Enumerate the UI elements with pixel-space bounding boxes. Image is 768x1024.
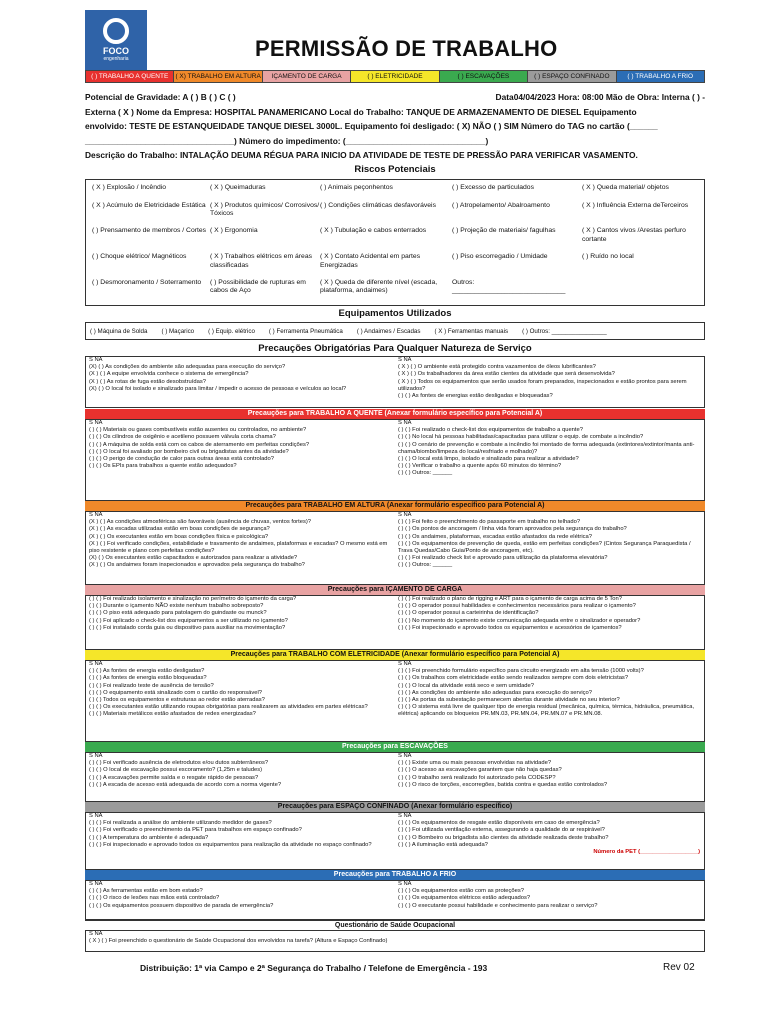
section-column-left xyxy=(86,931,395,951)
risk-item[interactable]: ( ) Animais peçonhentos xyxy=(320,184,393,191)
work-type-option[interactable]: ( ) TRABALHO A QUENTE xyxy=(86,71,174,82)
equipment-item[interactable]: ( ) Ferramenta Pneumática xyxy=(268,327,343,335)
checklist-item[interactable]: S NA xyxy=(89,661,103,667)
checklist-item[interactable]: ( ) ( ) No momento do içamento existe comunicação adequada entre o sinalizador e operador? xyxy=(398,617,641,624)
section-header: Precauções para ESPAÇO CONFINADO (Anexar formulário específico) xyxy=(85,802,705,812)
section-column-right xyxy=(395,512,704,584)
company-line: Externa ( X ) Nome da Empresa: HOSPITAL PANAMERICANO Local do Trabalho: TANQUE DE ARMAZENAMENTO DE DIESEL Equipamento xyxy=(85,106,637,117)
checklist-item[interactable]: ( ) ( ) O trabalho será realizado foi autorizado pela CODESP? xyxy=(398,774,556,781)
checklist-item[interactable]: ( ) ( ) Foi inspecionado e aprovado todos os equipamentos e acessórios de içamentos? xyxy=(398,624,622,631)
checklist-item[interactable]: ( ) ( ) Foi realizado o plano de rigging e ART para o içamento de carga acima de 5 Ton? xyxy=(398,596,622,602)
checklist-item[interactable]: ( ) ( ) O piso está adequado para patolagem do guindaste ou munck? xyxy=(89,610,267,617)
section-column-left xyxy=(86,596,395,649)
checklist-item[interactable]: (X ) ( ) Os andaimes foram inspecionados e aprovados pela segurança do trabalho? xyxy=(89,562,305,569)
checklist-item[interactable]: ( ) ( ) Foi realizado o check-list dos equipamentos de trabalho a quente? xyxy=(398,427,583,434)
revision-label: Rev 02 xyxy=(663,962,695,973)
checklist-item[interactable]: (X) ( ) O local foi isolado e sinalizado para limitar / impedir o acesso de pessoas e veículos ao local? xyxy=(89,385,347,392)
work-type-option[interactable]: ( ) TRABALHO A FRIO xyxy=(617,71,704,82)
risk-item[interactable]: ( ) Choque elétrico/ Magnéticos xyxy=(92,253,187,261)
risk-item[interactable] xyxy=(582,279,712,301)
risk-item[interactable]: ( X ) Explosão / Incêndio xyxy=(92,184,167,191)
checklist-item[interactable]: ( ) ( ) A escavações permite saída e o resgate rápido de pessoas? xyxy=(89,774,259,781)
precautions-title: Precauções Obrigatórias Para Qualquer Natureza de Serviço xyxy=(258,343,532,354)
footer-distribution: Distribuição: 1ª via Campo e 2ª Segurança do Trabalho / Telefone de Emergência - 193 xyxy=(140,963,488,973)
checklist-item[interactable]: S NA xyxy=(89,512,103,518)
checklist-item[interactable]: (X ) ( ) As condições atmosféricas são favoráveis (ausência de chuvas, ventos fortes)? xyxy=(89,519,311,526)
checklist-item[interactable]: ( ) ( ) Outros: ______ xyxy=(398,470,453,477)
checklist-item[interactable]: S NA xyxy=(398,753,412,759)
work-type-option[interactable]: ( X) TRABALHO EM ALTURA xyxy=(174,71,262,82)
checklist-item[interactable]: ( ) ( ) Materiais ou gases combustíveis estão ausentes ou controlados, no ambiente? xyxy=(89,427,307,434)
checklist-item[interactable]: S NA xyxy=(89,420,103,426)
section-column-left xyxy=(86,753,395,801)
checklist-item[interactable]: S NA xyxy=(398,881,412,887)
checklist-item[interactable]: ( ) ( ) O local de escavação possui escoramento? (1,25m e taludes) xyxy=(89,767,263,774)
section-column-right xyxy=(395,596,704,649)
work-type-option[interactable]: ( ) ESCAVAÇÕES xyxy=(440,71,528,82)
checklist-item[interactable]: ( ) ( ) Foi inspecionado e aprovado todos os equipamentos para realização da atividade no espaço confinado? xyxy=(89,841,372,848)
checklist-item[interactable]: ( ) ( ) As condições do ambiente são adequadas para execução do serviço? xyxy=(398,689,592,696)
risk-item[interactable]: Outros: ______________________________ xyxy=(452,279,566,295)
section-header: Questionário de Saúde Ocupacional xyxy=(85,920,705,930)
checklist-item[interactable]: ( ) ( ) Os pontos de ancoragem / linha vida foram aprovados pela segurança do trabalho? xyxy=(398,526,627,533)
header-info xyxy=(85,90,705,163)
checklist-item[interactable]: ( ) ( ) Os equipamentos de resgate estão disponíveis em caso de emergência? xyxy=(398,820,600,827)
section-body xyxy=(85,660,705,742)
risk-item[interactable]: ( X ) Queimaduras xyxy=(210,184,266,191)
checklist-item[interactable]: ( ) ( ) Os equipamentos de prevenção de queda, estão em perfeitas condições? (Cintos Segurança Paraquedista / Trava Quedas/Cabo Guia/Ponto de ancoragem, etc). xyxy=(398,540,691,555)
risk-item[interactable]: ( ) Projeção de materiais/ fagulhas xyxy=(452,227,556,235)
checklist-item[interactable]: ( X ) ( ) Foi preenchido o questionário de Saúde Ocupacional dos envolvidos na tarefa? (Altura e Espaço Confinado) xyxy=(89,938,388,945)
logo-ring-icon xyxy=(103,18,129,44)
checklist-item[interactable]: ( ) ( ) A escada de acesso está adequada de acordo com a norma vigente? xyxy=(89,781,282,788)
work-type-strip xyxy=(85,70,705,83)
checklist-item[interactable]: ( ) ( ) A temperatura do ambiente é adequada? xyxy=(89,834,209,841)
checklist-item[interactable]: ( ) ( ) Todos os equipamentos e estruturas ao redor estão aterradas? xyxy=(89,697,265,704)
risk-item[interactable]: ( X ) Queda de diferente nível (escada, plataforma, andaimes) xyxy=(320,279,438,295)
checklist-item[interactable]: ( ) ( ) Foi realizado isolamento e sinalização no perímetro do içamento da carga? xyxy=(89,596,297,602)
checklist-item[interactable]: ( ) ( ) O acesso as escavações garantem que não haja quedas? xyxy=(398,767,562,774)
checklist-item[interactable]: ( ) ( ) Materiais metálicos estão afastados de redes energizadas? xyxy=(89,711,256,718)
equipment-item[interactable]: ( X ) Ferramentas manuais xyxy=(434,327,509,335)
section-column-left xyxy=(86,813,395,869)
checklist-item[interactable]: ( ) ( ) O risco de lesões nas mãos está controlado? xyxy=(89,895,220,902)
equipment-title: Equipamentos Utilizados xyxy=(338,308,452,319)
checklist-item[interactable]: ( ) ( ) Foi realizado teste de ausência de tensão? xyxy=(89,682,214,689)
risk-item[interactable]: ( X ) Influência Externa deTerceiros xyxy=(582,201,689,209)
section-column-right xyxy=(395,881,704,919)
equipment-item[interactable]: ( ) Outros: ________________ xyxy=(522,327,607,335)
checklist-item[interactable]: ( ) ( ) As portas da subestação permanecem abertas durante atividade no seu interior? xyxy=(398,697,620,704)
checklist-item[interactable]: ( ) ( ) Foi verificado o preenchimento da PET para trabalhos em espaço confinado? xyxy=(89,827,302,834)
checklist-item[interactable]: S NA xyxy=(89,813,103,819)
section-column-left xyxy=(86,661,395,741)
checklist-item[interactable]: (X ) ( ) A equipe envolvida conhece o sistema de emergência? xyxy=(89,371,249,378)
section-body xyxy=(85,752,705,802)
section-header: Precauções para IÇAMENTO DE CARGA xyxy=(85,585,705,595)
equipment-list xyxy=(85,322,705,340)
checklist-item[interactable]: (X) ( ) As condições do ambiente são adequadas para execução do serviço? xyxy=(89,364,286,371)
section-column-right xyxy=(395,420,704,500)
checklist-item[interactable]: ( ) ( ) Os executantes estão utilizando roupas obrigatórias para realizarem as atividades em partes elétricas? xyxy=(89,704,368,711)
checklist-item[interactable]: ( ) ( ) O operador possui a carteirinha de identificação? xyxy=(398,610,539,617)
risk-item[interactable]: ( ) Possibilidade de rupturas em cabos de Aço xyxy=(210,279,306,295)
checklist-item[interactable]: ( ) ( ) O sistema está livre de qualquer tipo de energia residual (mecânica, química, térmica, hidráulica, pneumática, elétrica) aplicando os bloqueios PR.MN.03, PR.MN.04, PR.MN.07 e PR.MN.08. xyxy=(398,704,695,718)
checklist-item[interactable]: ( ) ( ) Foi realizada a análise do ambiente utilizando medidor de gases? xyxy=(89,820,272,827)
checklist-item[interactable]: ( ) ( ) As fontes de energia estão bloqueadas? xyxy=(89,675,207,682)
checklist-item[interactable]: ( ) ( ) O cenário de prevenção e combate a incêndio foi montado de forma adequada (extintores/extintor/manta anti-chama/biombo/limpeza do local/resfriado e molhado)? xyxy=(398,441,695,455)
section-header: Precauções para TRABALHO EM ALTURA (Anexar formulário específico para Potencial A) xyxy=(85,501,705,511)
checklist-item[interactable]: S NA xyxy=(89,881,103,887)
checklist-item[interactable]: ( ) ( ) O equipamento está sinalizado com o cartão do responsável? xyxy=(89,689,263,696)
date-line: Data04/04/2023 Hora: 08:00 Mão de Obra: Interna ( ) - xyxy=(495,92,705,102)
checklist-item[interactable]: S NA xyxy=(89,753,103,759)
checklist-item[interactable]: ( ) ( ) O risco de torções, escorregões, batida contra e quedas estão controlados? xyxy=(398,781,608,788)
checklist-item[interactable]: ( ) ( ) Os equipamentos estão com as proteções? xyxy=(398,888,524,895)
checklist-item[interactable]: ( ) ( ) As ferramentas estão em bom estado? xyxy=(89,888,203,895)
checklist-item[interactable]: S NA xyxy=(398,420,412,426)
checklist-item[interactable]: ( ) ( ) O local está limpo, isolado e sinalizado para realizar a atividade? xyxy=(398,456,579,463)
section-header: Precauções para TRABALHO A FRIO xyxy=(85,870,705,880)
checklist-item[interactable]: ( ) ( ) O local da atividade está seco e sem umidade? xyxy=(398,682,534,689)
checklist-item[interactable]: ( ) ( ) A iluminação está adequada? xyxy=(398,841,488,848)
checklist-item[interactable]: S NA xyxy=(398,813,412,819)
risk-item[interactable]: ( ) Desmoronamento / Soterramento xyxy=(92,279,202,287)
work-type-option[interactable]: IÇAMENTO DE CARGA xyxy=(263,71,351,82)
checklist-item[interactable]: S NA xyxy=(398,661,412,667)
section-column-left xyxy=(86,357,395,407)
risk-item[interactable]: ( X ) Cantos vivos /Arestas perfuro cortante xyxy=(582,227,686,243)
logo-name: FOCO xyxy=(103,46,129,56)
checklist-item[interactable]: ( ) ( ) A máquina de solda está com os cabos de aterramento em perfeitas condições? xyxy=(89,441,310,448)
checklist-item[interactable]: ( ) ( ) Foi feito o preenchimento do passaporte em trabalho no telhado? xyxy=(398,519,581,526)
work-type-option[interactable]: ( ) ELETRICIDADE xyxy=(351,71,439,82)
risks-grid xyxy=(85,179,705,306)
section-column-right xyxy=(395,931,704,951)
equipment-item[interactable]: ( ) Andaimes / Escadas xyxy=(356,327,421,335)
risk-item[interactable]: ( X ) Ergonomia xyxy=(210,227,258,235)
checklist-item[interactable]: ( ) ( ) Foi aplicado o check-list dos equipamentos a ser utilizado no içamento? xyxy=(89,617,288,624)
checklist-item[interactable]: ( ) ( ) As fontes de energias estão desligadas e bloqueadas? xyxy=(398,393,553,400)
checklist-item[interactable]: ( ) ( ) Outros: ______ xyxy=(398,562,453,569)
risks-title: Riscos Potenciais xyxy=(354,164,436,175)
equipment-item[interactable]: ( ) Máquina de Solda xyxy=(90,327,148,335)
section-column-left xyxy=(86,512,395,584)
checklist-item[interactable]: ( ) ( ) Os EPIs para trabalhos a quente estão adequados? xyxy=(89,463,237,470)
checklist-item[interactable]: ( ) ( ) O local foi avaliado por bombeiro civil ou brigadistas antes da atividade? xyxy=(89,448,289,455)
section-column-right xyxy=(395,661,704,741)
risk-item[interactable]: ( X ) Trabalhos elétricos em áreas classificadas xyxy=(210,253,312,269)
checklist-item[interactable]: ( ) ( ) As fontes de energia estão desligadas? xyxy=(89,668,205,675)
risk-item[interactable]: ( X ) Contato Acidental em partes Energizadas xyxy=(320,253,421,269)
section-body xyxy=(85,880,705,920)
checklist-item[interactable]: S NA xyxy=(398,512,412,518)
checklist-item[interactable]: ( ) ( ) No local há pessoas habilitadas/capacitadas para utilizar o equip. de combate a incêndio? xyxy=(398,434,644,441)
checklist-item[interactable]: ( ) ( ) Os equipamentos elétricos estão adequados? xyxy=(398,895,531,902)
equipment-line: envolvido: TESTE DE ESTANQUEIDADE TANQUE DIESEL 3000L. Equipamento foi desligado: ( X) NÃO ( ) SIM Número do TAG no cartão (______ xyxy=(85,121,658,132)
company-logo xyxy=(85,10,147,70)
section-body xyxy=(85,511,705,585)
checklist-item[interactable]: ( ) ( ) Durante o içamento NÃO existe nenhum trabalho sobreposto? xyxy=(89,603,264,610)
description-line: Descrição do Trabalho: INTALAÇÃO DEUMA RÉGUA PARA INICIO DA ATIVIDADE DE TESTE DE PRESSÃO PARA VERIFICAR VASAMENTO. xyxy=(85,150,638,161)
checklist-item[interactable]: ( ) ( ) O executante possui habilidade e conhecimento para realizar o serviço? xyxy=(398,902,598,909)
section-column-right xyxy=(395,753,704,801)
section-body xyxy=(85,812,705,870)
risk-item[interactable]: ( ) Atropelamento/ Abalroamento xyxy=(452,201,550,209)
severity-line: Potencial de Gravidade: A ( ) B ( ) C ( ) xyxy=(85,92,236,102)
logo-subtitle: engenharia xyxy=(103,56,129,62)
section-body xyxy=(85,356,705,408)
risk-item[interactable]: ( X ) Acúmulo de Eletricidade Estática xyxy=(92,201,206,209)
checklist-item[interactable]: ( ) ( ) Verificar o trabalho a quente após 60 minutos do término? xyxy=(398,463,562,470)
section-column-left xyxy=(86,420,395,500)
checklist-item[interactable]: ( ) ( ) Os cilindros de oxigênio e acetileno possuem válvula corta chama? xyxy=(89,434,276,441)
checklist-item[interactable]: (X ) ( ) As rotas de fuga estão desobstruídas? xyxy=(89,378,206,385)
checklist-item[interactable]: ( ) ( ) Os equipamentos possuem dispositivo de parada de emergência? xyxy=(89,902,274,909)
checklist-item[interactable]: (X ) ( ) Foi verificado condições, estabilidade e travamento de andaimes, plataformas e escadas? O mesmo está em piso resistente e plano com perfeitas condições? xyxy=(89,540,388,555)
section-column-right xyxy=(395,357,704,407)
impediment-line: ________________________________) Número do impedimento: (______________________________) xyxy=(85,135,489,146)
risk-item[interactable]: ( ) Prensamento de membros / Cortes xyxy=(92,227,207,235)
risk-item[interactable]: ( X ) Tubulação e cabos enterrados xyxy=(320,227,427,235)
section-header: Precauções para TRABALHO A QUENTE (Anexar formulário específico para Potencial A) xyxy=(85,409,705,419)
checklist-item[interactable]: ( X ) ( ) O ambiente está protegido contra vazamentos de óleos lubrificantes? xyxy=(398,364,596,371)
checklist-item[interactable]: S NA xyxy=(89,931,103,937)
checklist-item[interactable]: (X) ( ) Os executantes estão capacitados e autorizados para realizar a atividade? xyxy=(89,555,298,562)
checklist-item[interactable]: ( ) ( ) O perigo de condução de calor para outras áreas está controlado? xyxy=(89,456,274,463)
risk-item[interactable]: ( ) Condições climáticas desfavoráveis xyxy=(320,201,436,209)
checklist-item[interactable]: ( X ) ( ) Os trabalhadores da área estão cientes da atividade que será desenvolvida? xyxy=(398,371,615,378)
risk-item[interactable]: ( X ) Produtos químicos/ Corrosivos/ Tóxicos xyxy=(210,201,320,217)
section-body xyxy=(85,595,705,650)
checklist-item[interactable]: ( ) ( ) Foi preenchido formulário específico para circuito energizado em alta tensão (1000 volts)? xyxy=(398,668,644,675)
checklist-item[interactable]: ( ) ( ) Os trabalhos com eletricidade estão sendo realizados sempre com dois eletricistas? xyxy=(398,675,629,682)
section-body xyxy=(85,419,705,501)
equipment-item[interactable]: ( ) Equip. elétrico xyxy=(208,327,255,335)
checklist-item[interactable]: ( ) ( ) O Bombeiro ou brigadista são cientes da atividade realizada deste trabalho? xyxy=(398,834,609,841)
section-column-left xyxy=(86,881,395,919)
checklist-item[interactable]: S NA xyxy=(89,357,103,363)
checklist-item[interactable]: ( ) ( ) Existe uma ou mais pessoas envolvidas na atividade? xyxy=(398,760,552,767)
checklist-item[interactable]: S NA xyxy=(398,357,412,363)
equipment-item[interactable]: ( ) Maçarico xyxy=(161,327,195,335)
checklist-item[interactable]: ( ) ( ) Os andaimes, plataformas, escadas estão afastados da rede elétrica? xyxy=(398,533,592,540)
checklist-item[interactable]: ( ) ( ) Foi verificado ausência de eletrodutos e/ou dutos subterrâneos? xyxy=(89,760,269,767)
checklist-item[interactable]: (X ) ( ) Os executantes estão em boas condições física e psicológica? xyxy=(89,533,269,540)
risk-item[interactable]: ( ) Ruído no local xyxy=(582,253,634,261)
checklist-item[interactable]: (X ) ( ) As escadas utilizadas estão em boas condições de segurança? xyxy=(89,526,270,533)
pet-number: Número da PET (__________________) xyxy=(593,849,700,856)
section-body xyxy=(85,930,705,952)
work-type-option[interactable]: ( ) ESPAÇO CONFINADO xyxy=(528,71,616,82)
checklist-item[interactable]: ( ) ( ) Foi utilizada ventilação externa, assegurando a qualidade do ar respirável? xyxy=(398,827,605,834)
section-header: Precauções para ESCAVAÇÕES xyxy=(85,742,705,752)
page-title: PERMISSÃO DE TRABALHO xyxy=(255,36,558,61)
checklist-item[interactable]: ( ) ( ) Foi realizado check list e aprovado para utilização da plataforma elevatória? xyxy=(398,555,608,562)
section-column-right xyxy=(395,813,704,869)
risk-item[interactable]: ( X ) Queda material/ objetos xyxy=(582,184,669,191)
section-header: Precauções para TRABALHO COM ELETRICIDADE (Anexar formulário específico para Potencial A) xyxy=(85,650,705,660)
checklist-item[interactable]: ( X ) ( ) Todos os equipamentos que serão usados foram preparados, inspecionados e estão prontos para serem utilizados? xyxy=(398,378,687,392)
risk-item[interactable]: ( ) Excesso de particulados xyxy=(452,184,534,191)
checklist-item[interactable]: ( ) ( ) Foi instalado corda guia ou dispositivo para auxiliar na movimentação? xyxy=(89,624,286,631)
checklist-item[interactable]: ( ) ( ) O operador possui habilidades e conhecimentos necessários para realizar o içamento? xyxy=(398,603,636,610)
risk-item[interactable]: ( ) Piso escorregadio / Umidade xyxy=(452,253,548,261)
